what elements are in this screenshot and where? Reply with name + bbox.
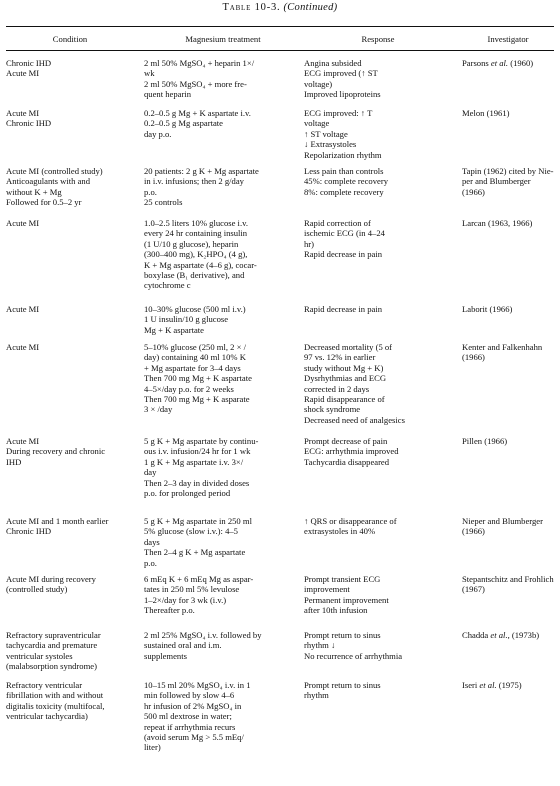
cell-line: supplements — [144, 650, 187, 661]
investigator-cell — [462, 108, 554, 118]
cell-line: No recurrence of arrhythmia — [304, 650, 403, 661]
cell-line: 3 × /day — [144, 404, 173, 415]
response-cell — [304, 630, 452, 661]
cell-line: 5 g K + Mg aspartate in 250 ml — [144, 516, 252, 526]
cell-line: Rapid disappearance of — [304, 394, 385, 405]
header-response: Response — [361, 34, 395, 44]
treatment-cell — [144, 304, 302, 335]
cell-line: Parsons et al. (1960) — [462, 58, 534, 68]
cell-line: Repolarization rhythm — [304, 149, 382, 160]
table-title — [0, 3, 560, 13]
treatment-cell — [144, 342, 302, 415]
cell-line: corrected in 2 days — [304, 383, 370, 394]
cell-line: ventricular systoles — [6, 650, 73, 661]
response-cell — [304, 516, 452, 537]
investigator-cell — [462, 58, 554, 68]
cell-line: cytochrome c — [144, 280, 191, 291]
cell-line: Rapid decrease in pain — [304, 249, 383, 260]
cell-line: + Mg aspartate for 3–4 days — [144, 362, 241, 373]
investigator-cell — [462, 218, 554, 228]
cell-line: 10–15 ml 20% MgSO₄ i.v. in 1 — [144, 680, 251, 690]
cell-line: 0.2–0.5 g Mg + K aspartate i.v. — [144, 108, 251, 118]
response-cell — [304, 166, 452, 197]
cell-line: days — [144, 536, 160, 547]
treatment-cell — [144, 58, 302, 100]
condition-cell — [6, 108, 134, 129]
cell-line: Thereafter p.o. — [144, 605, 195, 616]
response-cell — [304, 58, 452, 100]
cell-line: Rapid decrease in pain — [304, 304, 383, 314]
cell-line: IHD — [6, 456, 22, 467]
cell-line: Prompt return to sinus — [304, 630, 381, 640]
response-cell — [304, 574, 452, 616]
cell-line: Larcan (1963, 1966) — [462, 218, 533, 228]
cell-line: 97 vs. 12% in earlier — [304, 352, 376, 363]
cell-line: Tapin (1962) cited by Nie- — [462, 166, 554, 176]
cell-line: rhythm — [304, 690, 329, 701]
response-cell — [304, 342, 452, 425]
cell-line: Improved lipoproteins — [304, 89, 381, 100]
cell-line: improvement — [304, 584, 350, 595]
response-cell — [304, 680, 452, 701]
investigator-cell — [462, 516, 554, 537]
condition-cell — [6, 630, 134, 672]
cell-line: Acute MI — [6, 304, 40, 314]
table-header — [6, 34, 554, 46]
cell-line: day p.o. — [144, 128, 172, 139]
cell-line: 5 g K + Mg aspartate by continu- — [144, 436, 259, 446]
cell-line: Prompt transient ECG — [304, 574, 381, 584]
cell-line: wk — [144, 68, 155, 79]
cell-line: 6 mEq K + 6 mEq Mg as aspar- — [144, 574, 254, 584]
cell-line: 10–30% glucose (500 ml i.v.) — [144, 304, 246, 314]
cell-line: Prompt return to sinus — [304, 680, 381, 690]
response-cell — [304, 304, 452, 314]
cell-line: every 24 hr containing insulin — [144, 228, 248, 239]
cell-line: Chronic IHD — [6, 118, 52, 129]
cell-line: Mg + K aspartate — [144, 324, 204, 335]
table-label: Table 10-3. — [222, 2, 281, 13]
cell-line: Refractory supraventricular — [6, 630, 101, 640]
condition-cell — [6, 516, 134, 537]
cell-line: 1 g K + Mg aspartate i.v. 3×/ — [144, 456, 244, 467]
cell-line: Iseri et al. (1975) — [462, 680, 522, 690]
cell-line: Followed for 0.5–2 yr — [6, 197, 82, 208]
cell-line: Chadda et al., (1973b) — [462, 630, 540, 640]
cell-line: 2 ml 25% MgSO₄ i.v. followed by — [144, 630, 262, 640]
condition-cell — [6, 166, 134, 208]
cell-line: Less pain than controls — [304, 166, 384, 176]
cell-line: ventricular tachycardia) — [6, 711, 88, 722]
cell-line: Decreased need of analgesics — [304, 414, 405, 425]
cell-line: K + Mg aspartate (4–6 g), cocar- — [144, 259, 257, 270]
cell-line: Dysrhythmias and ECG — [304, 373, 387, 384]
cell-line: Refractory ventricular — [6, 680, 83, 690]
cell-line: Acute MI and 1 month earlier — [6, 516, 109, 526]
treatment-cell — [144, 218, 302, 291]
cell-line: Acute MI — [6, 108, 40, 118]
cell-line: tachycardia and premature — [6, 640, 98, 651]
cell-line: min followed by slow 4–6 — [144, 690, 235, 701]
cell-line: Melon (1961) — [462, 108, 510, 118]
cell-line: liter) — [144, 742, 161, 753]
cell-line: During recovery and chronic — [6, 446, 106, 457]
cell-line: Acute MI (controlled study) — [6, 166, 103, 176]
cell-line: per and Blumberger — [462, 176, 531, 187]
cell-line: sustained oral and i.m. — [144, 640, 222, 651]
investigator-cell — [462, 436, 554, 446]
cell-line: Pillen (1966) — [462, 436, 508, 446]
cell-line: fibrillation with and without — [6, 690, 104, 701]
cell-line: (avoid serum Mg > 5.5 mEq/ — [144, 732, 244, 743]
cell-line: Then 2–4 g K + Mg aspartate — [144, 547, 246, 558]
cell-line: extrasystoles in 40% — [304, 526, 376, 537]
condition-cell — [6, 680, 134, 722]
cell-line: (1966) — [462, 526, 485, 537]
cell-line: 1–2×/day for 3 wk (i.v.) — [144, 594, 227, 605]
condition-cell — [6, 218, 134, 228]
cell-line: Acute MI — [6, 218, 40, 228]
table-subtitle: (Continued) — [283, 2, 338, 13]
cell-line: p.o. for prolonged period — [144, 488, 231, 499]
cell-line: Chronic IHD — [6, 526, 52, 537]
condition-cell — [6, 304, 134, 314]
cell-line: Permanent improvement — [304, 594, 389, 605]
investigator-cell — [462, 680, 554, 690]
cell-line: ↓ Extrasystoles — [304, 139, 357, 150]
treatment-cell — [144, 516, 302, 568]
cell-line: Decreased mortality (5 of — [304, 342, 393, 352]
cell-line: ous i.v. infusion/24 hr for 1 wk — [144, 446, 251, 457]
cell-line: 1 U insulin/10 g glucose — [144, 314, 229, 325]
cell-line: 0.2–0.5 g Mg aspartate — [144, 118, 223, 129]
header-investigator: Investigator — [487, 34, 529, 44]
cell-line: hr infusion of 2% MgSO₄ in — [144, 700, 242, 711]
cell-line: 500 ml dextrose in water; — [144, 711, 232, 722]
cell-line: p.o. — [144, 186, 157, 197]
cell-line: Chronic IHD — [6, 58, 52, 68]
treatment-cell — [144, 680, 302, 753]
cell-line: digitalis toxicity (multifocal, — [6, 700, 105, 711]
cell-line: 2 ml 50% MgSO₄ + more fre- — [144, 78, 247, 89]
cell-line: voltage) — [304, 78, 333, 89]
cell-line: Prompt decrease of pain — [304, 436, 388, 446]
cell-line: boxylase (B₁ derivative), and — [144, 270, 245, 281]
condition-cell — [6, 342, 134, 352]
cell-line: p.o. — [144, 557, 157, 568]
cell-line: study without Mg + K) — [304, 362, 384, 373]
cell-line: ECG improved (↑ ST — [304, 68, 378, 79]
cell-line: ↑ QRS or disappearance of — [304, 516, 397, 526]
cell-line: Stepantschitz and Frohlich — [462, 574, 554, 584]
cell-line: hr) — [304, 238, 315, 249]
response-cell — [304, 108, 452, 160]
cell-line: Laborit (1966) — [462, 304, 513, 314]
investigator-cell — [462, 166, 554, 197]
cell-line: 25 controls — [144, 197, 183, 208]
cell-line: (controlled study) — [6, 584, 68, 595]
response-cell — [304, 218, 452, 260]
header-condition: Condition — [52, 34, 88, 44]
response-cell — [304, 436, 452, 467]
cell-line: Acute MI — [6, 436, 40, 446]
header-treatment: Magnesium treatment — [185, 34, 261, 44]
cell-line: 5% glucose (slow i.v.): 4–5 — [144, 526, 238, 537]
top-rule — [6, 26, 554, 27]
cell-line: (1 U/10 g glucose), heparin — [144, 238, 239, 249]
cell-line: tates in 250 ml 5% levulose — [144, 584, 240, 595]
cell-line: Rapid correction of — [304, 218, 371, 228]
condition-cell — [6, 574, 134, 595]
cell-line: day — [144, 467, 157, 478]
cell-line: 8%: complete recovery — [304, 186, 384, 197]
treatment-cell — [144, 630, 302, 661]
header-rule — [6, 50, 554, 51]
cell-line: 4–5×/day p.o. for 2 weeks — [144, 383, 234, 394]
cell-line: Anticoagulants with and — [6, 176, 91, 187]
treatment-cell — [144, 436, 302, 498]
condition-cell — [6, 58, 134, 79]
investigator-cell — [462, 574, 554, 595]
cell-line: ischemic ECG (in 4–24 — [304, 228, 385, 239]
treatment-cell — [144, 574, 302, 616]
treatment-cell — [144, 166, 302, 208]
cell-line: Kenter and Falkenhahn — [462, 342, 543, 352]
investigator-cell — [462, 304, 554, 314]
cell-line: Then 700 mg Mg + K asparate — [144, 394, 250, 405]
cell-line: Angina subsided — [304, 58, 362, 68]
cell-line: Tachycardia disappeared — [304, 456, 390, 467]
cell-line: without K + Mg — [6, 186, 62, 197]
cell-line: Then 2–3 day in divided doses — [144, 477, 250, 488]
cell-line: (300–400 mg), K₂HPO₄ (4 g), — [144, 249, 248, 260]
cell-line: Nieper and Blumberger — [462, 516, 543, 526]
cell-line: 5–10% glucose (250 ml, 2 × / — [144, 342, 246, 352]
cell-line: 45%: complete recovery — [304, 176, 388, 187]
cell-line: Acute MI — [6, 342, 40, 352]
cell-line: Acute MI — [6, 68, 40, 79]
cell-line: in i.v. infusions; then 2 g/day — [144, 176, 244, 187]
cell-line: ECG: arrhythmia improved — [304, 446, 399, 457]
cell-line: voltage — [304, 118, 330, 129]
condition-cell — [6, 436, 134, 467]
treatment-cell — [144, 108, 302, 139]
cell-line: 2 ml 50% MgSO₄ + heparin 1×/ — [144, 58, 255, 68]
investigator-cell — [462, 630, 554, 640]
cell-line: (malabsorption syndrome) — [6, 661, 97, 672]
cell-line: (1966) — [462, 352, 485, 363]
cell-line: (1967) — [462, 584, 485, 595]
cell-line: ECG improved: ↑ T — [304, 108, 373, 118]
cell-line: (1966) — [462, 186, 485, 197]
cell-line: after 10th infusion — [304, 605, 368, 616]
cell-line: day) containing 40 ml 10% K — [144, 352, 246, 363]
cell-line: 1.0–2.5 liters 10% glucose i.v. — [144, 218, 248, 228]
cell-line: rhythm ↓ — [304, 640, 336, 651]
cell-line: 20 patients: 2 g K + Mg aspartate — [144, 166, 259, 176]
cell-line: ↑ ST voltage — [304, 128, 348, 139]
cell-line: Acute MI during recovery — [6, 574, 96, 584]
cell-line: repeat if arrhythmia recurs — [144, 721, 236, 732]
cell-line: Then 700 mg Mg + K aspartate — [144, 373, 252, 384]
investigator-cell — [462, 342, 554, 363]
cell-line: shock syndrome — [304, 404, 361, 415]
cell-line: quent heparin — [144, 89, 192, 100]
